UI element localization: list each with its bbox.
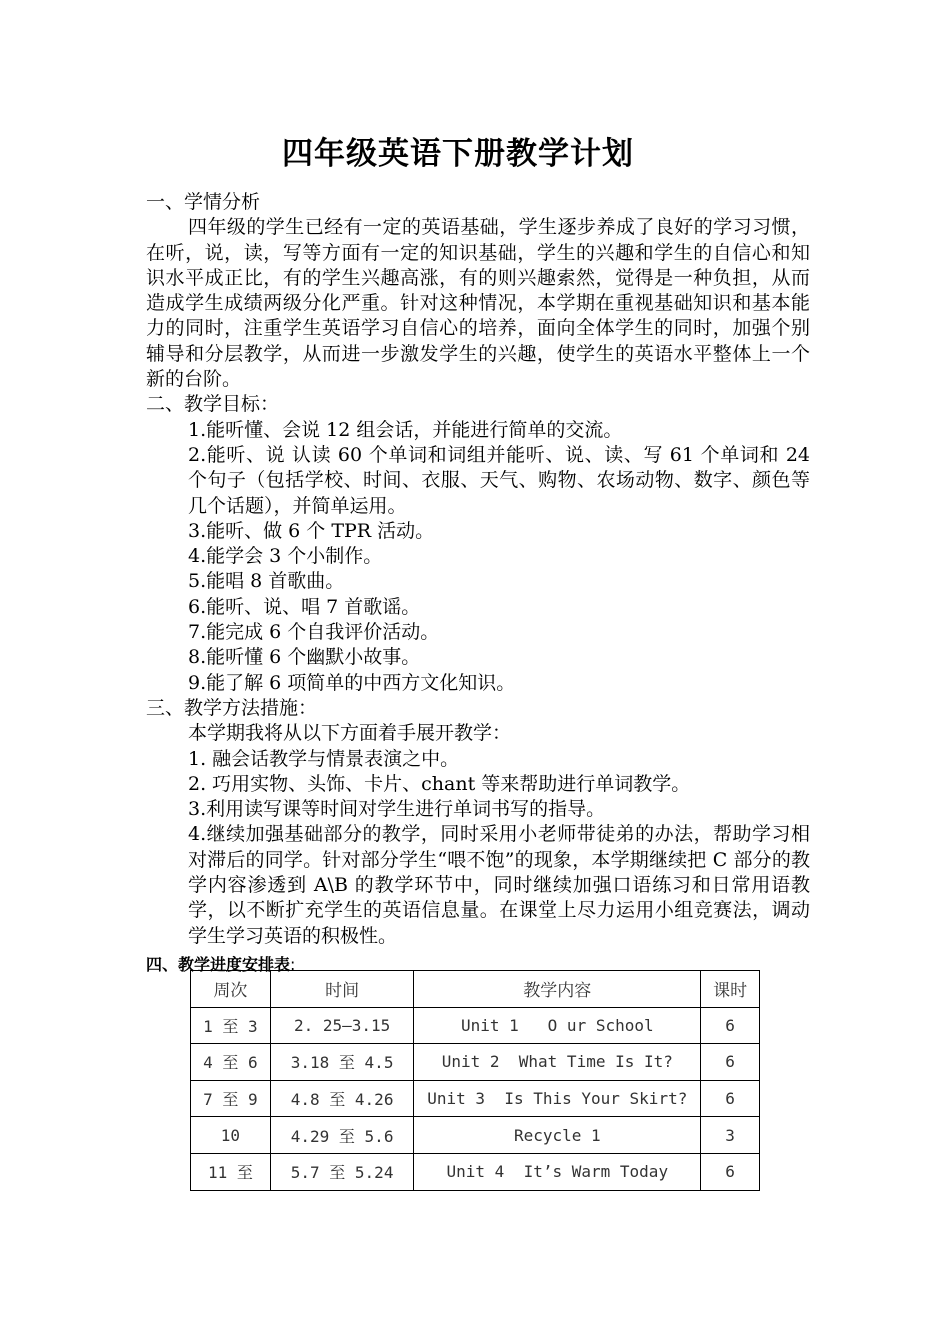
cell-hours: 6 — [701, 1153, 760, 1190]
section1-heading: 一、学情分析 — [146, 191, 261, 213]
section2-heading: 二、教学目标： — [146, 393, 280, 416]
table-row — [191, 1044, 760, 1081]
table-row — [191, 1080, 760, 1117]
section1-paragraph: 四年级的学生已经有一定的英语基础，学生逐步养成了良好的学习习惯，在听，说，读，写等方面有一定的知识基础，学生的兴趣和学生的自信心和知识水平成正比，有的学生兴趣高涨，有的则兴趣索然，觉得是一种负担，从而造成学生成绩两级分化严重。针对这种情况，本学期在重视基础知识和基本能力的同时，注重学生英语学习自信心的培养，面向全体学生的同时，加强个别辅导和分层教学，从而进一步激发学生的兴趣，使学生的英语水平整体上一个新的台阶。 — [146, 216, 810, 391]
goal-item: 8.能听懂 6 个幽默小故事。 — [188, 646, 421, 669]
document-body — [146, 190, 810, 977]
header-time: 时间 — [270, 971, 414, 1008]
cell-content: Unit 3 Is This Your Skirt? — [414, 1080, 701, 1117]
method-item: 4.继续加强基础部分的教学，同时采用小老师带徒弟的办法，帮助学习相对滞后的同学。针对部分学生“喂不饱”的现象，本学期继续把 C 部分的教学内容渗透到 A\B 的教学环节中，同时继续加强口语练习和日常用语教学，以不断扩充学生的英语信息量。在课堂上尽力运用小组竞赛法，调动学生学习英语的积极性。 — [188, 823, 810, 947]
section4-heading-text: 四、教学进度安排表 — [146, 954, 291, 974]
cell-time: 5.7 至 5.24 — [270, 1153, 414, 1190]
goal-item: 5.能唱 8 首歌曲。 — [188, 570, 345, 593]
table-row — [191, 1007, 760, 1044]
table-header-row — [191, 971, 760, 1008]
cell-hours: 6 — [701, 1007, 760, 1044]
cell-time: 4.8 至 4.26 — [270, 1080, 414, 1117]
section3-heading: 三、教学方法措施： — [146, 696, 318, 719]
goal-item: 1.能听懂、会说 12 组会话，并能进行简单的交流。 — [188, 418, 623, 441]
cell-week: 11 至 — [191, 1153, 271, 1190]
header-content: 教学内容 — [414, 971, 701, 1008]
method-item: 1. 融会话教学与情景表演之中。 — [188, 747, 460, 770]
table-row — [191, 1153, 760, 1190]
header-hours: 课时 — [701, 971, 760, 1008]
cell-week: 4 至 6 — [191, 1044, 271, 1081]
cell-hours: 3 — [701, 1117, 760, 1154]
goal-item: 2.能听、说 认读 60 个单词和词组并能听、说、读、写 61 个单词和 24 个句子（包括学校、时间、衣服、天气、购物、农场动物、数字、颜色等几个话题），并简单运用。 — [188, 443, 810, 517]
cell-hours: 6 — [701, 1080, 760, 1117]
cell-time: 2. 25—3.15 — [270, 1007, 414, 1044]
goal-item: 7.能完成 6 个自我评价活动。 — [188, 621, 440, 644]
cell-content: Unit 1 O ur School — [414, 1007, 701, 1044]
cell-hours: 6 — [701, 1044, 760, 1081]
section3-intro: 本学期我将从以下方面着手展开教学： — [188, 722, 512, 745]
goal-item: 3.能听、做 6 个 TPR 活动。 — [188, 519, 435, 542]
cell-content: Recycle 1 — [414, 1117, 701, 1154]
method-item: 2. 巧用实物、头饰、卡片、chant 等来帮助进行单词教学。 — [188, 772, 691, 795]
goal-item: 6.能听、说、唱 7 首歌谣。 — [188, 595, 421, 618]
schedule-table — [190, 970, 760, 1191]
method-item: 3.利用读写课等时间对学生进行单词书写的指导。 — [188, 798, 606, 821]
cell-week: 1 至 3 — [191, 1007, 271, 1044]
cell-time: 4.29 至 5.6 — [270, 1117, 414, 1154]
goal-item: 4.能学会 3 个小制作。 — [188, 545, 383, 568]
cell-week: 7 至 9 — [191, 1080, 271, 1117]
cell-content: Unit 2 What Time Is It? — [414, 1044, 701, 1081]
document-title: 四年级英语下册教学计划 — [282, 136, 634, 172]
table-row — [191, 1117, 760, 1154]
cell-week: 10 — [191, 1117, 271, 1154]
goal-item: 9.能了解 6 项简单的中西方文化知识。 — [188, 671, 516, 694]
section4-heading-colon: : — [290, 954, 296, 974]
cell-content: Unit 4 It’s Warm Today — [414, 1153, 701, 1190]
header-week: 周次 — [191, 971, 271, 1008]
cell-time: 3.18 至 4.5 — [270, 1044, 414, 1081]
